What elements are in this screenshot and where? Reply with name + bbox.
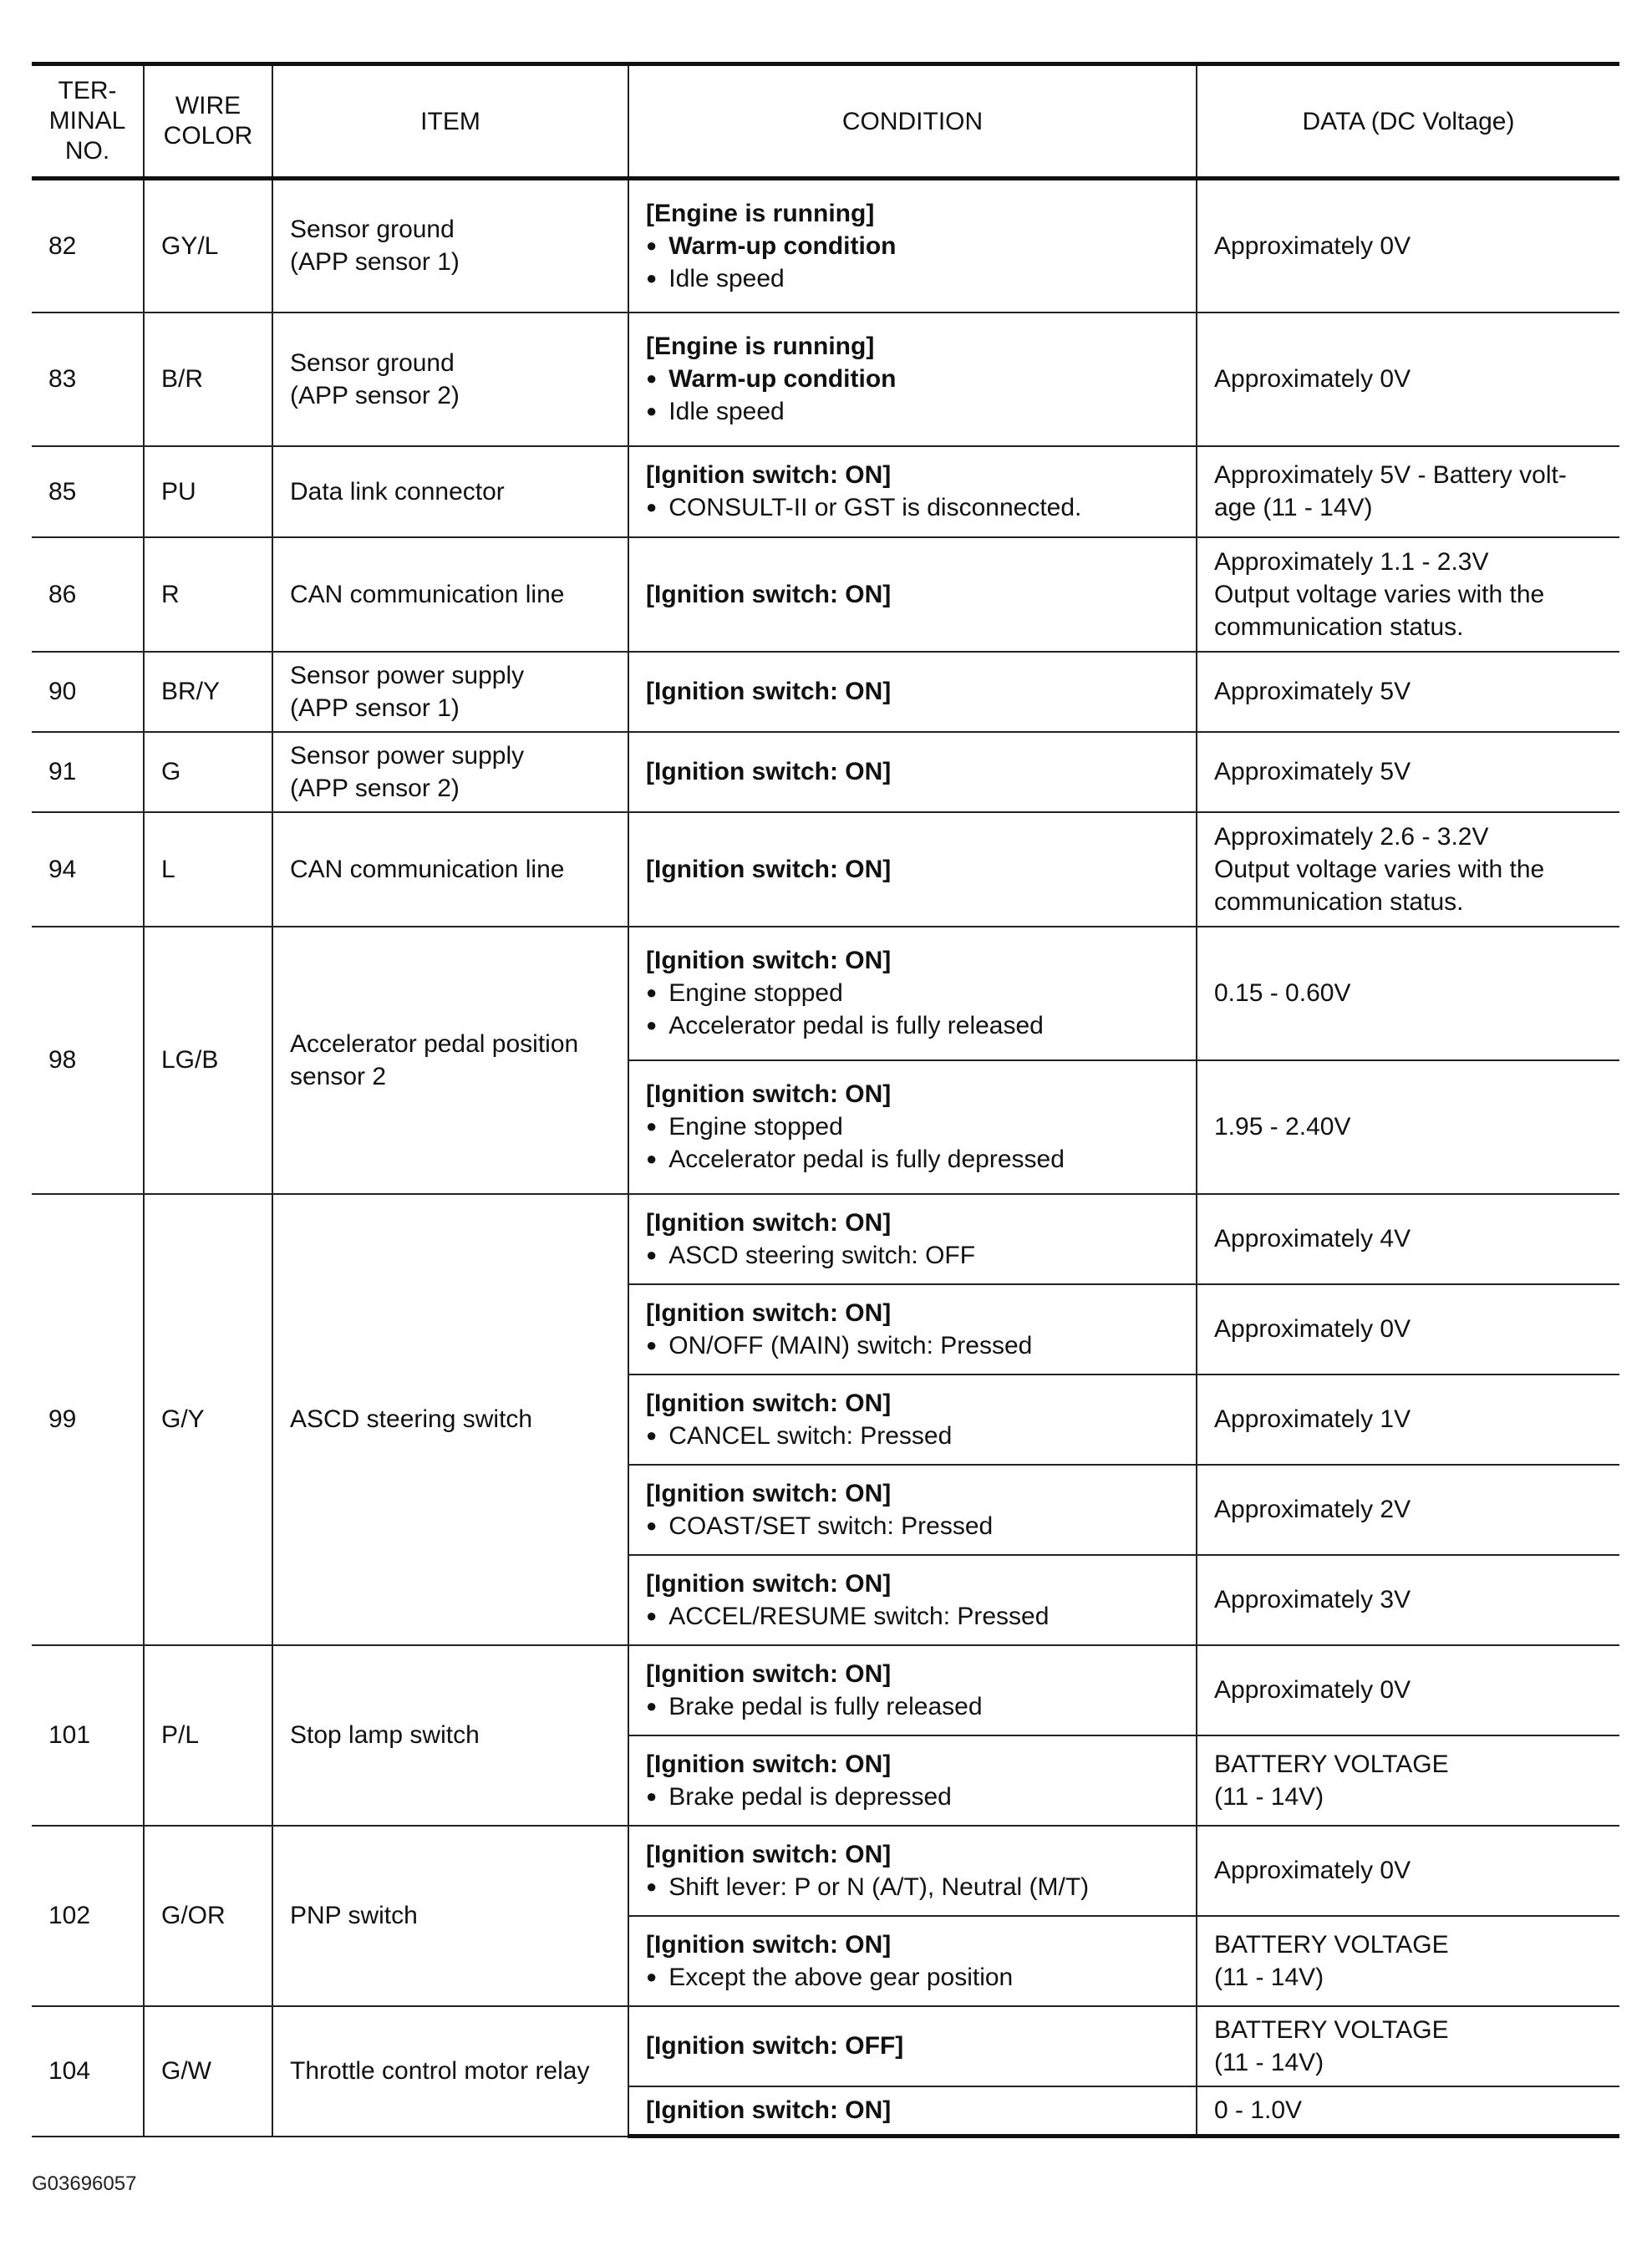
dc-voltage: Approximately 0V — [1197, 179, 1619, 312]
table-row — [32, 812, 1619, 927]
condition-state: [Ignition switch: OFF] — [646, 2032, 904, 2060]
condition-bullet: ● Idle speed — [646, 262, 1179, 295]
condition — [628, 927, 1197, 1060]
condition — [628, 1060, 1197, 1194]
condition-bullet: ● Engine stopped — [646, 1110, 1179, 1143]
wire-color: PU — [144, 446, 272, 537]
condition-bullet: ● Warm-up condition — [646, 230, 1179, 262]
item: CAN communication line — [272, 537, 628, 652]
condition — [628, 1284, 1197, 1374]
condition — [628, 537, 1197, 652]
terminal-no: 98 — [32, 927, 144, 1194]
table-row — [32, 1826, 1619, 1916]
wire-color: G/Y — [144, 1194, 272, 1645]
condition-state: [Ignition switch: ON] — [646, 1750, 892, 1778]
condition-bullet: ● CANCEL switch: Pressed — [646, 1420, 1179, 1452]
dc-voltage: BATTERY VOLTAGE (11 - 14V) — [1197, 2006, 1619, 2086]
table-row — [32, 927, 1619, 1060]
dc-voltage: Approximately 3V — [1197, 1555, 1619, 1645]
condition — [628, 1916, 1197, 2006]
terminal-no: 101 — [32, 1645, 144, 1826]
condition — [628, 1194, 1197, 1284]
header-condition: CONDITION — [628, 64, 1197, 179]
condition-state: [Ignition switch: ON] — [646, 947, 892, 974]
item: ASCD steering switch — [272, 1194, 628, 1645]
condition-state: [Ignition switch: ON] — [646, 1479, 892, 1507]
dc-voltage: Approximately 1.1 - 2.3V Output voltage varies with the communication status. — [1197, 537, 1619, 652]
condition — [628, 2006, 1197, 2086]
header-data: DATA (DC Voltage) — [1197, 64, 1619, 179]
dc-voltage: Approximately 1V — [1197, 1374, 1619, 1465]
table-row — [32, 652, 1619, 732]
condition-state: [Ignition switch: ON] — [646, 580, 892, 608]
condition-state: [Ignition switch: ON] — [646, 1569, 892, 1598]
condition-state: [Ignition switch: ON] — [646, 2096, 892, 2125]
header-terminal-no: TER- MINAL NO. — [32, 64, 144, 179]
condition — [628, 1555, 1197, 1645]
terminal-no: 94 — [32, 812, 144, 927]
condition-state: [Engine is running] — [646, 333, 875, 360]
condition-state: [Ignition switch: ON] — [646, 1840, 892, 1868]
condition — [628, 1826, 1197, 1916]
condition-bullet: ● Accelerator pedal is fully released — [646, 1009, 1179, 1042]
condition-bullet: ● COAST/SET switch: Pressed — [646, 1510, 1179, 1542]
table-row — [32, 179, 1619, 312]
condition-bullet: ● CONSULT-II or GST is disconnected. — [646, 491, 1179, 524]
condition-bullet: ● Warm-up condition — [646, 363, 1179, 395]
condition — [628, 312, 1197, 446]
header-wire-color: WIRE COLOR — [144, 64, 272, 179]
condition — [628, 732, 1197, 812]
terminal-no: 99 — [32, 1194, 144, 1645]
dc-voltage: Approximately 0V — [1197, 1645, 1619, 1735]
wire-color: R — [144, 537, 272, 652]
terminal-no: 102 — [32, 1826, 144, 2006]
terminal-no: 90 — [32, 652, 144, 732]
condition-state: [Ignition switch: ON] — [646, 1659, 892, 1688]
wire-color: B/R — [144, 312, 272, 446]
condition — [628, 812, 1197, 927]
condition-bullet: ● Engine stopped — [646, 977, 1179, 1009]
terminal-no: 85 — [32, 446, 144, 537]
ecm-terminal-data-table — [32, 62, 1619, 2138]
wire-color: G/W — [144, 2006, 272, 2137]
condition-bullet: ● ON/OFF (MAIN) switch: Pressed — [646, 1329, 1179, 1362]
terminal-no: 83 — [32, 312, 144, 446]
item: Throttle control motor relay — [272, 2006, 628, 2137]
condition-state: [Engine is running] — [646, 199, 875, 227]
condition-state: [Ignition switch: ON] — [646, 1080, 892, 1108]
figure-code: G03696057 — [32, 2172, 137, 2195]
wire-color: BR/Y — [144, 652, 272, 732]
dc-voltage: Approximately 0V — [1197, 1284, 1619, 1374]
condition-state: [Ignition switch: ON] — [646, 758, 892, 785]
terminal-no: 82 — [32, 179, 144, 312]
wire-color: P/L — [144, 1645, 272, 1826]
condition-bullet: ● Except the above gear position — [646, 1961, 1179, 1994]
condition-state: [Ignition switch: ON] — [646, 1298, 892, 1327]
condition-state: [Ignition switch: ON] — [646, 461, 892, 489]
condition-state: [Ignition switch: ON] — [646, 855, 892, 883]
dc-voltage: BATTERY VOLTAGE (11 - 14V) — [1197, 1735, 1619, 1826]
dc-voltage: Approximately 2.6 - 3.2V Output voltage varies with the communication status. — [1197, 812, 1619, 927]
item: Sensor power supply (APP sensor 2) — [272, 732, 628, 812]
terminal-no: 86 — [32, 537, 144, 652]
item: Sensor power supply (APP sensor 1) — [272, 652, 628, 732]
condition-state: [Ignition switch: ON] — [646, 678, 892, 705]
condition — [628, 1645, 1197, 1735]
table-row — [32, 2006, 1619, 2086]
item: Stop lamp switch — [272, 1645, 628, 1826]
wire-color: G/OR — [144, 1826, 272, 2006]
wire-color: L — [144, 812, 272, 927]
condition-state: [Ignition switch: ON] — [646, 1930, 892, 1959]
header-row — [32, 64, 1619, 179]
condition-state: [Ignition switch: ON] — [646, 1208, 892, 1237]
condition-bullet: ● Brake pedal is depressed — [646, 1781, 1179, 1813]
terminal-no: 91 — [32, 732, 144, 812]
table-row — [32, 537, 1619, 652]
condition-bullet: ● ASCD steering switch: OFF — [646, 1239, 1179, 1272]
dc-voltage: 1.95 - 2.40V — [1197, 1060, 1619, 1194]
terminal-no: 104 — [32, 2006, 144, 2137]
wire-color: LG/B — [144, 927, 272, 1194]
condition-bullet: ● Brake pedal is fully released — [646, 1690, 1179, 1723]
dc-voltage: Approximately 0V — [1197, 1826, 1619, 1916]
item: Sensor ground (APP sensor 2) — [272, 312, 628, 446]
dc-voltage: Approximately 2V — [1197, 1465, 1619, 1555]
condition-bullet: ● Accelerator pedal is fully depressed — [646, 1143, 1179, 1176]
condition — [628, 1465, 1197, 1555]
dc-voltage: 0 - 1.0V — [1197, 2086, 1619, 2137]
wire-color: G — [144, 732, 272, 812]
wire-color: GY/L — [144, 179, 272, 312]
condition — [628, 652, 1197, 732]
condition-bullet: ● Idle speed — [646, 395, 1179, 428]
dc-voltage: Approximately 4V — [1197, 1194, 1619, 1284]
header-item: ITEM — [272, 64, 628, 179]
dc-voltage: Approximately 5V — [1197, 732, 1619, 812]
item: PNP switch — [272, 1826, 628, 2006]
item: Data link connector — [272, 446, 628, 537]
table-row — [32, 312, 1619, 446]
item: CAN communication line — [272, 812, 628, 927]
item: Accelerator pedal position sensor 2 — [272, 927, 628, 1194]
item: Sensor ground (APP sensor 1) — [272, 179, 628, 312]
condition-bullet: ● ACCEL/RESUME switch: Pressed — [646, 1600, 1179, 1633]
condition — [628, 2086, 1197, 2137]
table-row — [32, 1194, 1619, 1284]
dc-voltage: BATTERY VOLTAGE (11 - 14V) — [1197, 1916, 1619, 2006]
condition — [628, 446, 1197, 537]
condition — [628, 179, 1197, 312]
dc-voltage: 0.15 - 0.60V — [1197, 927, 1619, 1060]
dc-voltage: Approximately 5V - Battery volt- age (11 - 14V) — [1197, 446, 1619, 537]
condition — [628, 1374, 1197, 1465]
condition-state: [Ignition switch: ON] — [646, 1389, 892, 1417]
condition-bullet: ● Shift lever: P or N (A/T), Neutral (M/T) — [646, 1871, 1179, 1903]
dc-voltage: Approximately 5V — [1197, 652, 1619, 732]
condition — [628, 1735, 1197, 1826]
table-row — [32, 1645, 1619, 1735]
terminal-table-page — [32, 62, 1619, 2138]
table-row — [32, 732, 1619, 812]
table-row — [32, 446, 1619, 537]
dc-voltage: Approximately 0V — [1197, 312, 1619, 446]
